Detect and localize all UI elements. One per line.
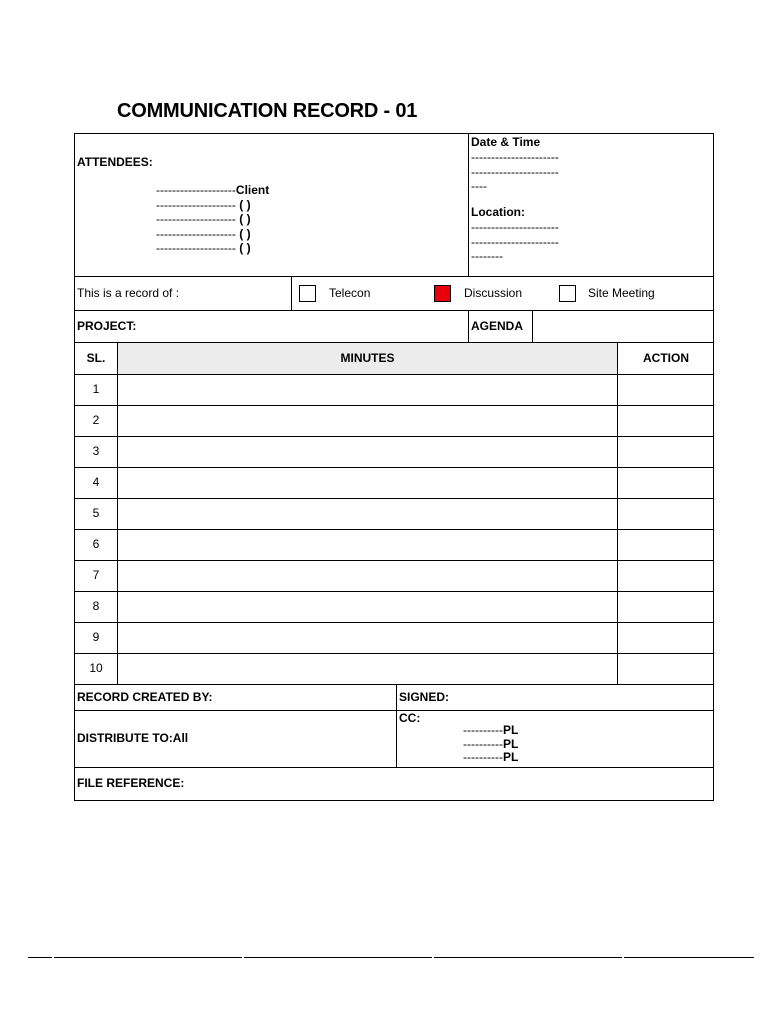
date-time-label: Date & Time [471,135,541,149]
table-row-divider [75,436,713,437]
attendees-list [156,183,269,256]
table-row-divider [75,560,713,561]
divider [75,710,713,711]
table-row-divider [75,684,713,685]
attendee-line[interactable] [156,241,269,256]
row-number: 6 [92,537,100,551]
telecon-checkbox[interactable] [299,285,316,302]
divider [75,310,713,311]
attendee-dash: -------------------- [156,241,240,255]
signed-label: SIGNED: [399,690,450,704]
cc-list [463,724,518,765]
row-number: 9 [92,630,100,644]
attendees-label: ATTENDEES: [77,155,153,169]
attendee-dash: -------------------- [156,183,236,197]
table-row-divider [75,405,713,406]
attendee-line[interactable] [156,198,269,213]
cc-label: CC: [399,711,421,725]
discussion-checkbox[interactable] [434,285,451,302]
sl-header: SL. [86,351,106,365]
divider [396,684,397,767]
record-of-label: This is a record of : [77,286,180,300]
page-title: COMMUNICATION RECORD - 01 [117,100,418,122]
attendee-dash: -------------------- [156,212,240,226]
telecon-label: Telecon [329,286,371,300]
attendee-role: ( ) [239,212,251,226]
cc-dash: ---------- [463,750,503,764]
cc-line[interactable] [463,724,518,738]
divider [468,310,469,342]
table-row-divider [75,653,713,654]
row-number: 4 [92,475,100,489]
attendee-role: ( ) [239,197,251,212]
record-created-by-label: RECORD CREATED BY: [77,690,213,704]
divider [75,767,713,768]
location-field[interactable] [471,220,559,264]
site-meeting-checkbox[interactable] [559,285,576,302]
cc-dash: ---------- [463,723,503,737]
attendee-dash: -------------------- [156,226,240,241]
row-number: 3 [92,444,100,458]
attendee-role: ( ) [239,241,251,255]
location-line: ---------------------- [471,220,559,234]
row-number: 2 [92,413,100,427]
table-row-divider [75,622,713,623]
divider [291,276,292,310]
action-header: ACTION [643,351,689,365]
attendee-role: Client [235,183,270,197]
location-label: Location: [471,205,525,219]
row-number: 1 [92,382,100,396]
row-number: 8 [92,599,100,613]
cc-role: PL [502,736,519,751]
distribute-to-label: DISTRIBUTE TO:All [77,731,189,745]
divider [532,310,533,342]
table-row-divider [75,467,713,468]
date-time-line: ---------------------- [471,150,559,164]
location-line: ---------------------- [471,234,559,249]
row-number: 5 [92,506,100,520]
project-label: PROJECT: [77,319,137,333]
cc-role: PL [502,750,519,764]
footer-line [28,957,52,958]
minutes-header: MINUTES [340,351,395,365]
divider [617,342,618,684]
attendee-line[interactable] [156,212,269,227]
cc-line[interactable] [463,738,518,752]
agenda-label: AGENDA [471,319,524,333]
divider [117,342,118,684]
footer-line [244,957,432,958]
table-row-divider [75,498,713,499]
date-time-field[interactable] [471,150,559,194]
cc-line[interactable] [463,751,518,765]
date-time-line: ---------------------- [471,164,559,179]
divider [75,276,713,277]
cc-dash: ---------- [463,736,503,751]
file-reference-label: FILE REFERENCE: [77,776,185,790]
divider [468,134,469,276]
cc-role: PL [502,723,519,737]
table-row-divider [75,529,713,530]
site-meeting-label: Site Meeting [588,286,655,300]
location-line: -------- [471,249,503,263]
row-number: 7 [92,568,100,582]
date-time-line: ---- [471,179,487,193]
footer-line [54,957,242,958]
attendee-line[interactable] [156,227,269,242]
communication-record-form [74,133,714,801]
table-row-divider [75,591,713,592]
footer-line [434,957,622,958]
attendee-dash: -------------------- [156,197,240,212]
row-number: 10 [89,661,103,675]
attendee-role: ( ) [239,226,251,241]
discussion-label: Discussion [464,286,523,300]
footer-line [624,957,754,958]
attendee-line[interactable] [156,183,269,198]
